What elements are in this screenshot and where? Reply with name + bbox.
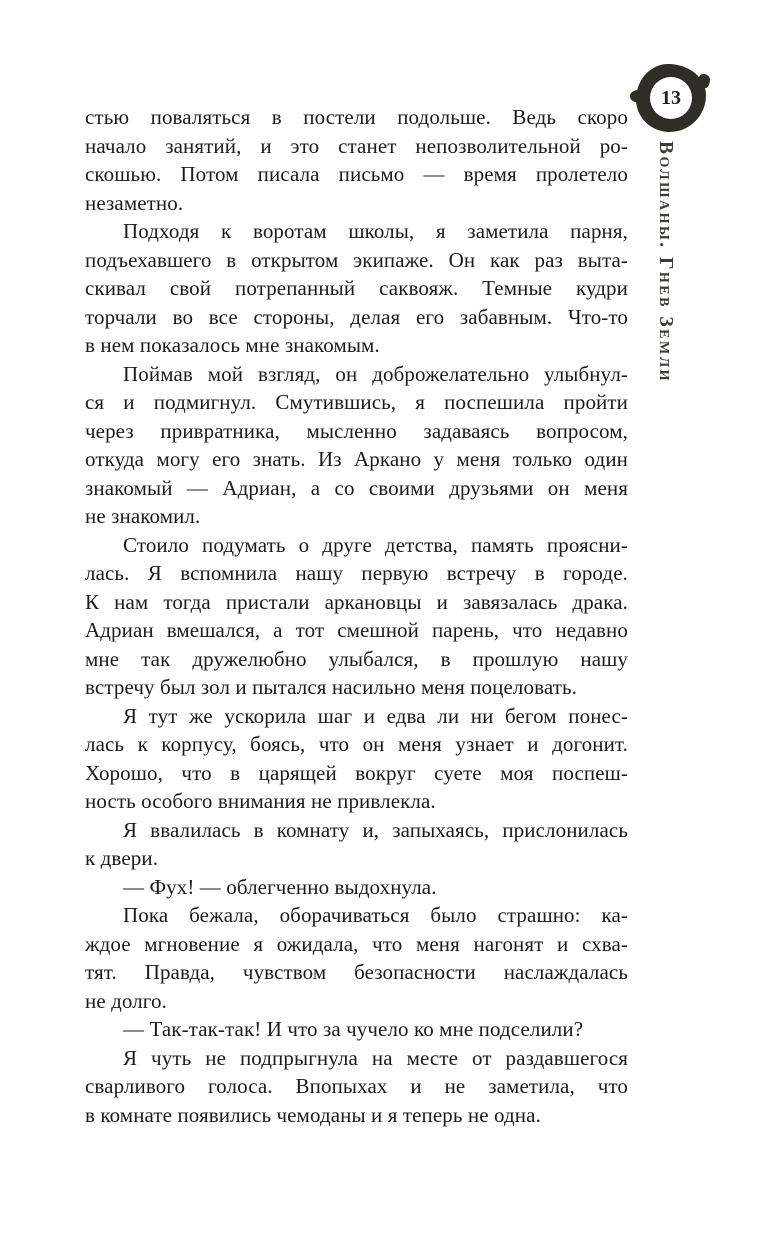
text-line: не знакомил. [85,504,201,528]
text-line: Поймав мой взгляд, он доброжелательно улыбнул- [123,361,628,386]
text-line: ся и подмигнул. Смутившись, я поспешила пройти [85,390,628,414]
text-line: ждое мгновение я ожидала, что меня нагонят и схва- [85,931,628,956]
text-line: Подходя к воротам школы, я заметила парня, [123,219,628,243]
text-line: торчали во все стороны, делая его забавным. Что-то [85,304,628,329]
page-number-circle [650,77,692,119]
text-line: начало занятий, и это станет непозволительной ро- [85,133,628,158]
book-title-sidebar: Волшаны. Гнев Земли [655,141,676,384]
paragraph [85,702,628,816]
text-line: Стоило подумать о друге детства, память проясни- [123,532,628,557]
text-line: лась к корпусу, боясь, что он меня узнает и догонит. [85,732,628,756]
paragraph [85,103,628,217]
text-line: Адриан вмешался, а тот смешной парень, что недавно [85,618,628,642]
text-line: сварливого голоса. Впопыхах и не заметила, что [85,1074,628,1098]
text-line: Я тут же ускорила шаг и едва ли ни бегом понес- [123,703,628,728]
paragraph [85,901,628,1015]
text-line: откуда могу его знать. Из Аркано у меня только один [85,447,628,471]
text-line: скивал свой потрепанный саквояж. Темные кудри [85,276,628,300]
paragraph [85,816,628,873]
text-line: Хорошо, что в царящей вокруг суете моя поспеш- [85,760,628,785]
text-block [85,103,628,1129]
text-line: подъехавшего в открытом экипаже. Он как раз выта- [85,247,628,272]
text-line: Я чуть не подпрыгнула на месте от раздавшегося [123,1045,628,1070]
text-line: незаметно. [85,190,184,215]
text-line: Я ввалилась в комнату и, запыхаясь, прислонилась [123,817,628,842]
text-line: К нам тогда пристали аркановцы и завязалась драка. [85,589,628,614]
text-line: не долго. [85,988,167,1013]
text-line: через привратника, мысленно задаваясь вопросом, [85,418,628,443]
text-line: стью поваляться в постели подольше. Ведь скоро [85,105,628,129]
page-number-badge [636,64,706,132]
text-line: мне так дружелюбно улыбался, в прошлую нашу [85,646,628,671]
page-number: 13 [661,86,681,109]
text-line: тят. Правда, чувством безопасности наслаждалась [85,960,628,984]
text-line: лась. Я вспомнила нашу первую встречу в городе. [85,561,628,585]
paragraph [85,1015,628,1044]
text-line: в комнате появились чемоданы и я теперь не одна. [85,1102,541,1127]
paragraph [85,360,628,531]
text-line: к двери. [85,846,159,870]
text-line: ность особого внимания не привлекла. [85,789,436,813]
text-line: знакомый — Адриан, а со своими друзьями он меня [85,475,628,500]
text-line: — Фух! — облегченно выдохнула. [123,874,437,899]
paragraph [85,531,628,702]
text-line: — Так-так-так! И что за чучело ко мне подселили? [123,1017,584,1041]
text-line: встречу был зол и пытался насильно меня поцеловать. [85,675,578,699]
paragraph [85,217,628,360]
text-line: скошью. Потом писала письмо — время пролетело [85,162,628,186]
paragraph [85,1044,628,1130]
text-line: в нем показалось мне знакомым. [85,333,380,357]
text-line: Пока бежала, оборачиваться было страшно: ка- [123,903,628,927]
paragraph [85,873,628,902]
